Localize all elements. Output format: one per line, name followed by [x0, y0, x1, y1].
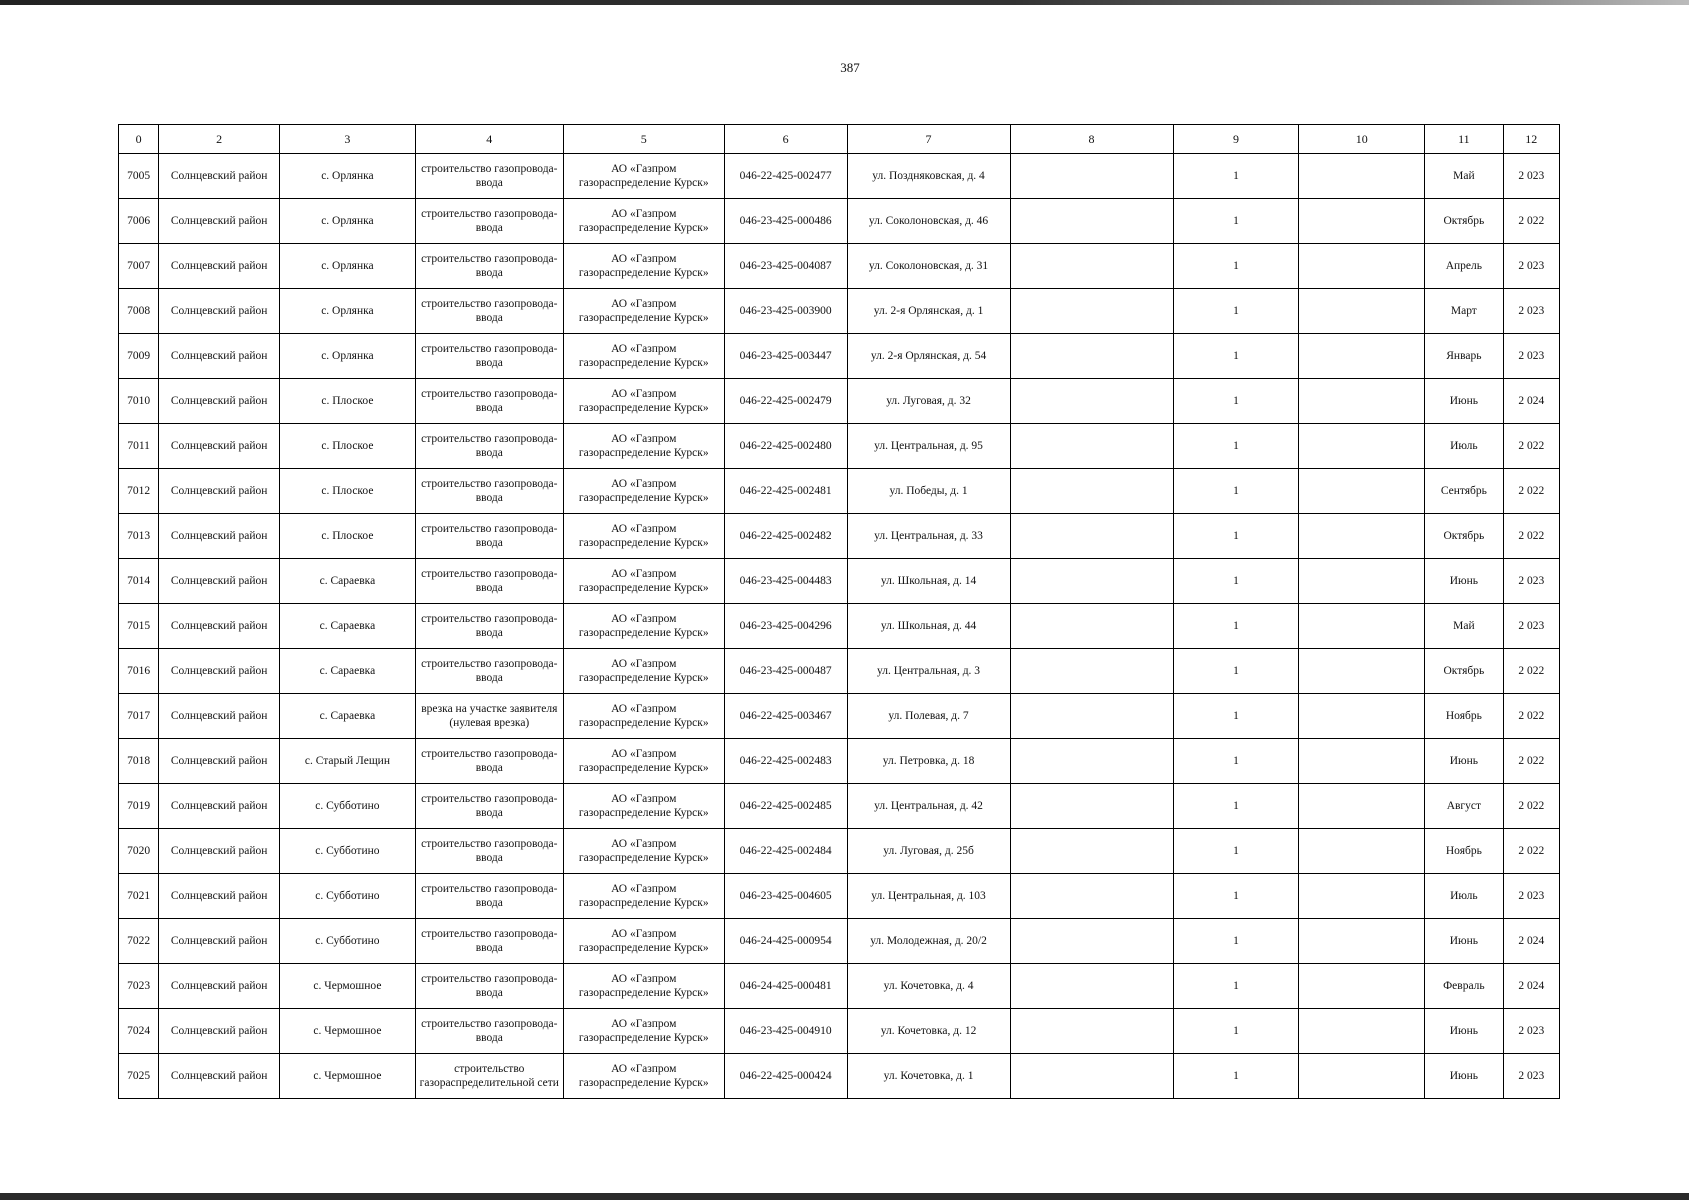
- work-type-cell: строительство газопровода-ввода: [415, 514, 563, 559]
- count-cell: 1: [1173, 829, 1299, 874]
- empty-cell: [1010, 334, 1173, 379]
- column-header: 9: [1173, 125, 1299, 154]
- row-number: 7015: [119, 604, 159, 649]
- address-cell: ул. Центральная, д. 103: [847, 874, 1010, 919]
- empty-cell: [1299, 1054, 1425, 1099]
- month-cell: Февраль: [1425, 964, 1503, 1009]
- row-number: 7006: [119, 199, 159, 244]
- work-type-cell: строительство газопровода-ввода: [415, 784, 563, 829]
- address-cell: ул. Полевая, д. 7: [847, 694, 1010, 739]
- application-code-cell: 046-22-425-002481: [724, 469, 847, 514]
- count-cell: 1: [1173, 1054, 1299, 1099]
- application-code-cell: 046-22-425-002480: [724, 424, 847, 469]
- month-cell: Май: [1425, 604, 1503, 649]
- row-number: 7010: [119, 379, 159, 424]
- empty-cell: [1010, 469, 1173, 514]
- organization-cell: АО «Газпром газораспределение Курск»: [563, 874, 724, 919]
- row-number: 7016: [119, 649, 159, 694]
- organization-cell: АО «Газпром газораспределение Курск»: [563, 1054, 724, 1099]
- area-cell: Солнцевский район: [159, 334, 280, 379]
- empty-cell: [1299, 874, 1425, 919]
- application-code-cell: 046-23-425-000487: [724, 649, 847, 694]
- application-code-cell: 046-23-425-004605: [724, 874, 847, 919]
- address-cell: ул. Кочетовка, д. 1: [847, 1054, 1010, 1099]
- organization-cell: АО «Газпром газораспределение Курск»: [563, 964, 724, 1009]
- table-row: [119, 784, 1560, 829]
- month-cell: Июнь: [1425, 1054, 1503, 1099]
- area-cell: Солнцевский район: [159, 739, 280, 784]
- count-cell: 1: [1173, 289, 1299, 334]
- application-code-cell: 046-22-425-003467: [724, 694, 847, 739]
- table-row: [119, 694, 1560, 739]
- organization-cell: АО «Газпром газораспределение Курск»: [563, 514, 724, 559]
- year-cell: 2 022: [1503, 694, 1559, 739]
- empty-cell: [1010, 919, 1173, 964]
- settlement-cell: с. Субботино: [280, 919, 416, 964]
- table-row: [119, 1009, 1560, 1054]
- area-cell: Солнцевский район: [159, 874, 280, 919]
- address-cell: ул. Центральная, д. 42: [847, 784, 1010, 829]
- empty-cell: [1299, 469, 1425, 514]
- count-cell: 1: [1173, 604, 1299, 649]
- month-cell: Июнь: [1425, 1009, 1503, 1054]
- application-code-cell: 046-23-425-003447: [724, 334, 847, 379]
- count-cell: 1: [1173, 1009, 1299, 1054]
- table-row: [119, 424, 1560, 469]
- table-body: [119, 154, 1560, 1099]
- table-row: [119, 649, 1560, 694]
- area-cell: Солнцевский район: [159, 694, 280, 739]
- application-code-cell: 046-22-425-002482: [724, 514, 847, 559]
- month-cell: Июль: [1425, 874, 1503, 919]
- count-cell: 1: [1173, 379, 1299, 424]
- work-type-cell: строительство газопровода-ввода: [415, 559, 563, 604]
- organization-cell: АО «Газпром газораспределение Курск»: [563, 694, 724, 739]
- empty-cell: [1299, 919, 1425, 964]
- address-cell: ул. Центральная, д. 95: [847, 424, 1010, 469]
- table-row: [119, 154, 1560, 199]
- empty-cell: [1299, 739, 1425, 784]
- empty-cell: [1299, 964, 1425, 1009]
- table-row: [119, 199, 1560, 244]
- count-cell: 1: [1173, 514, 1299, 559]
- address-cell: ул. Центральная, д. 33: [847, 514, 1010, 559]
- column-header: 0: [119, 125, 159, 154]
- row-number: 7013: [119, 514, 159, 559]
- column-header: 5: [563, 125, 724, 154]
- area-cell: Солнцевский район: [159, 379, 280, 424]
- row-number: 7017: [119, 694, 159, 739]
- address-cell: ул. Соколоновская, д. 46: [847, 199, 1010, 244]
- table-row: [119, 739, 1560, 784]
- month-cell: Март: [1425, 289, 1503, 334]
- year-cell: 2 023: [1503, 1054, 1559, 1099]
- application-code-cell: 046-22-425-002479: [724, 379, 847, 424]
- year-cell: 2 022: [1503, 649, 1559, 694]
- column-header: 2: [159, 125, 280, 154]
- count-cell: 1: [1173, 469, 1299, 514]
- settlement-cell: с. Сараевка: [280, 604, 416, 649]
- empty-cell: [1010, 784, 1173, 829]
- address-cell: ул. Школьная, д. 44: [847, 604, 1010, 649]
- area-cell: Солнцевский район: [159, 1009, 280, 1054]
- address-cell: ул. Петровка, д. 18: [847, 739, 1010, 784]
- address-cell: ул. Луговая, д. 32: [847, 379, 1010, 424]
- settlement-cell: с. Субботино: [280, 784, 416, 829]
- year-cell: 2 023: [1503, 244, 1559, 289]
- work-type-cell: строительство газопровода-ввода: [415, 289, 563, 334]
- year-cell: 2 022: [1503, 829, 1559, 874]
- empty-cell: [1299, 289, 1425, 334]
- month-cell: Июнь: [1425, 919, 1503, 964]
- empty-cell: [1299, 604, 1425, 649]
- empty-cell: [1010, 199, 1173, 244]
- count-cell: 1: [1173, 199, 1299, 244]
- empty-cell: [1299, 784, 1425, 829]
- row-number: 7023: [119, 964, 159, 1009]
- area-cell: Солнцевский район: [159, 829, 280, 874]
- empty-cell: [1010, 1054, 1173, 1099]
- settlement-cell: с. Плоское: [280, 379, 416, 424]
- settlement-cell: с. Субботино: [280, 874, 416, 919]
- empty-cell: [1299, 334, 1425, 379]
- empty-cell: [1299, 244, 1425, 289]
- settlement-cell: с. Плоское: [280, 514, 416, 559]
- area-cell: Солнцевский район: [159, 469, 280, 514]
- settlement-cell: с. Чермошное: [280, 964, 416, 1009]
- month-cell: Август: [1425, 784, 1503, 829]
- address-cell: ул. Поздняковская, д. 4: [847, 154, 1010, 199]
- table-row: [119, 604, 1560, 649]
- application-code-cell: 046-23-425-000486: [724, 199, 847, 244]
- address-cell: ул. Луговая, д. 25б: [847, 829, 1010, 874]
- count-cell: 1: [1173, 154, 1299, 199]
- application-code-cell: 046-23-425-003900: [724, 289, 847, 334]
- month-cell: Сентябрь: [1425, 469, 1503, 514]
- organization-cell: АО «Газпром газораспределение Курск»: [563, 289, 724, 334]
- empty-cell: [1299, 514, 1425, 559]
- organization-cell: АО «Газпром газораспределение Курск»: [563, 784, 724, 829]
- count-cell: 1: [1173, 874, 1299, 919]
- year-cell: 2 022: [1503, 469, 1559, 514]
- empty-cell: [1299, 379, 1425, 424]
- column-header: 8: [1010, 125, 1173, 154]
- area-cell: Солнцевский район: [159, 424, 280, 469]
- column-header: 7: [847, 125, 1010, 154]
- table-row: [119, 829, 1560, 874]
- empty-cell: [1299, 559, 1425, 604]
- count-cell: 1: [1173, 334, 1299, 379]
- count-cell: 1: [1173, 244, 1299, 289]
- work-type-cell: строительство газопровода-ввода: [415, 874, 563, 919]
- work-type-cell: строительство газопровода-ввода: [415, 244, 563, 289]
- area-cell: Солнцевский район: [159, 289, 280, 334]
- empty-cell: [1299, 694, 1425, 739]
- settlement-cell: с. Орлянка: [280, 334, 416, 379]
- year-cell: 2 022: [1503, 424, 1559, 469]
- settlement-cell: с. Орлянка: [280, 244, 416, 289]
- scan-edge-top: [0, 0, 1689, 5]
- address-cell: ул. 2-я Орлянская, д. 54: [847, 334, 1010, 379]
- empty-cell: [1010, 424, 1173, 469]
- work-type-cell: строительство газопровода-ввода: [415, 604, 563, 649]
- row-number: 7019: [119, 784, 159, 829]
- settlement-cell: с. Плоское: [280, 424, 416, 469]
- work-type-cell: строительство газопровода-ввода: [415, 739, 563, 784]
- year-cell: 2 024: [1503, 964, 1559, 1009]
- count-cell: 1: [1173, 694, 1299, 739]
- empty-cell: [1010, 244, 1173, 289]
- year-cell: 2 023: [1503, 559, 1559, 604]
- month-cell: Ноябрь: [1425, 694, 1503, 739]
- application-code-cell: 046-22-425-002484: [724, 829, 847, 874]
- empty-cell: [1010, 964, 1173, 1009]
- empty-cell: [1010, 604, 1173, 649]
- organization-cell: АО «Газпром газораспределение Курск»: [563, 559, 724, 604]
- year-cell: 2 023: [1503, 604, 1559, 649]
- year-cell: 2 022: [1503, 739, 1559, 784]
- empty-cell: [1010, 289, 1173, 334]
- year-cell: 2 023: [1503, 289, 1559, 334]
- settlement-cell: с. Чермошное: [280, 1054, 416, 1099]
- year-cell: 2 022: [1503, 199, 1559, 244]
- application-code-cell: 046-24-425-000481: [724, 964, 847, 1009]
- column-header: 10: [1299, 125, 1425, 154]
- settlement-cell: с. Субботино: [280, 829, 416, 874]
- table-row: [119, 514, 1560, 559]
- row-number: 7011: [119, 424, 159, 469]
- empty-cell: [1010, 514, 1173, 559]
- empty-cell: [1010, 874, 1173, 919]
- month-cell: Май: [1425, 154, 1503, 199]
- area-cell: Солнцевский район: [159, 199, 280, 244]
- table-row: [119, 964, 1560, 1009]
- area-cell: Солнцевский район: [159, 1054, 280, 1099]
- address-cell: ул. Кочетовка, д. 4: [847, 964, 1010, 1009]
- area-cell: Солнцевский район: [159, 919, 280, 964]
- count-cell: 1: [1173, 649, 1299, 694]
- area-cell: Солнцевский район: [159, 154, 280, 199]
- count-cell: 1: [1173, 964, 1299, 1009]
- application-code-cell: 046-23-425-004296: [724, 604, 847, 649]
- count-cell: 1: [1173, 919, 1299, 964]
- table-row: [119, 469, 1560, 514]
- work-type-cell: строительство газораспределительной сети: [415, 1054, 563, 1099]
- empty-cell: [1010, 694, 1173, 739]
- work-type-cell: строительство газопровода-ввода: [415, 424, 563, 469]
- month-cell: Ноябрь: [1425, 829, 1503, 874]
- row-number: 7014: [119, 559, 159, 604]
- empty-cell: [1010, 1009, 1173, 1054]
- header-row: [119, 125, 1560, 154]
- row-number: 7022: [119, 919, 159, 964]
- organization-cell: АО «Газпром газораспределение Курск»: [563, 199, 724, 244]
- empty-cell: [1010, 379, 1173, 424]
- work-type-cell: строительство газопровода-ввода: [415, 964, 563, 1009]
- year-cell: 2 023: [1503, 1009, 1559, 1054]
- organization-cell: АО «Газпром газораспределение Курск»: [563, 469, 724, 514]
- address-cell: ул. 2-я Орлянская, д. 1: [847, 289, 1010, 334]
- settlement-cell: с. Сараевка: [280, 559, 416, 604]
- organization-cell: АО «Газпром газораспределение Курск»: [563, 604, 724, 649]
- table-row: [119, 289, 1560, 334]
- organization-cell: АО «Газпром газораспределение Курск»: [563, 424, 724, 469]
- application-code-cell: 046-23-425-004087: [724, 244, 847, 289]
- organization-cell: АО «Газпром газораспределение Курск»: [563, 379, 724, 424]
- application-code-cell: 046-22-425-002483: [724, 739, 847, 784]
- row-number: 7007: [119, 244, 159, 289]
- year-cell: 2 023: [1503, 154, 1559, 199]
- area-cell: Солнцевский район: [159, 244, 280, 289]
- address-cell: ул. Победы, д. 1: [847, 469, 1010, 514]
- column-header: 12: [1503, 125, 1559, 154]
- application-code-cell: 046-22-425-002485: [724, 784, 847, 829]
- table-row: [119, 559, 1560, 604]
- work-type-cell: строительство газопровода-ввода: [415, 199, 563, 244]
- work-type-cell: строительство газопровода-ввода: [415, 919, 563, 964]
- register-table: [118, 124, 1560, 1099]
- row-number: 7009: [119, 334, 159, 379]
- year-cell: 2 023: [1503, 874, 1559, 919]
- month-cell: Июнь: [1425, 379, 1503, 424]
- empty-cell: [1010, 649, 1173, 694]
- table-row: [119, 379, 1560, 424]
- settlement-cell: с. Орлянка: [280, 154, 416, 199]
- organization-cell: АО «Газпром газораспределение Курск»: [563, 1009, 724, 1054]
- column-header: 3: [280, 125, 416, 154]
- work-type-cell: строительство газопровода-ввода: [415, 649, 563, 694]
- work-type-cell: строительство газопровода-ввода: [415, 379, 563, 424]
- row-number: 7008: [119, 289, 159, 334]
- area-cell: Солнцевский район: [159, 649, 280, 694]
- empty-cell: [1010, 829, 1173, 874]
- row-number: 7025: [119, 1054, 159, 1099]
- work-type-cell: строительство газопровода-ввода: [415, 334, 563, 379]
- table-row: [119, 1054, 1560, 1099]
- row-number: 7024: [119, 1009, 159, 1054]
- month-cell: Октябрь: [1425, 199, 1503, 244]
- year-cell: 2 024: [1503, 919, 1559, 964]
- empty-cell: [1010, 154, 1173, 199]
- address-cell: ул. Соколоновская, д. 31: [847, 244, 1010, 289]
- work-type-cell: строительство газопровода-ввода: [415, 469, 563, 514]
- month-cell: Январь: [1425, 334, 1503, 379]
- page-number: 387: [840, 60, 860, 75]
- column-header: 11: [1425, 125, 1503, 154]
- empty-cell: [1299, 1009, 1425, 1054]
- application-code-cell: 046-22-425-002477: [724, 154, 847, 199]
- application-code-cell: 046-23-425-004910: [724, 1009, 847, 1054]
- empty-cell: [1299, 424, 1425, 469]
- year-cell: 2 022: [1503, 784, 1559, 829]
- organization-cell: АО «Газпром газораспределение Курск»: [563, 919, 724, 964]
- row-number: 7012: [119, 469, 159, 514]
- month-cell: Июнь: [1425, 559, 1503, 604]
- count-cell: 1: [1173, 424, 1299, 469]
- table-row: [119, 919, 1560, 964]
- area-cell: Солнцевский район: [159, 964, 280, 1009]
- organization-cell: АО «Газпром газораспределение Курск»: [563, 649, 724, 694]
- table-row: [119, 244, 1560, 289]
- area-cell: Солнцевский район: [159, 559, 280, 604]
- settlement-cell: с. Орлянка: [280, 289, 416, 334]
- month-cell: Июль: [1425, 424, 1503, 469]
- settlement-cell: с. Сараевка: [280, 649, 416, 694]
- row-number: 7018: [119, 739, 159, 784]
- address-cell: ул. Школьная, д. 14: [847, 559, 1010, 604]
- work-type-cell: врезка на участке заявителя (нулевая врезка): [415, 694, 563, 739]
- empty-cell: [1010, 559, 1173, 604]
- month-cell: Апрель: [1425, 244, 1503, 289]
- organization-cell: АО «Газпром газораспределение Курск»: [563, 829, 724, 874]
- scan-edge-bottom: [0, 1193, 1689, 1200]
- area-cell: Солнцевский район: [159, 604, 280, 649]
- row-number: 7005: [119, 154, 159, 199]
- address-cell: ул. Молодежная, д. 20/2: [847, 919, 1010, 964]
- month-cell: Октябрь: [1425, 649, 1503, 694]
- settlement-cell: с. Сараевка: [280, 694, 416, 739]
- empty-cell: [1010, 739, 1173, 784]
- count-cell: 1: [1173, 559, 1299, 604]
- address-cell: ул. Центральная, д. 3: [847, 649, 1010, 694]
- work-type-cell: строительство газопровода-ввода: [415, 154, 563, 199]
- organization-cell: АО «Газпром газораспределение Курск»: [563, 739, 724, 784]
- area-cell: Солнцевский район: [159, 784, 280, 829]
- table-row: [119, 874, 1560, 919]
- settlement-cell: с. Старый Лещин: [280, 739, 416, 784]
- column-header: 6: [724, 125, 847, 154]
- address-cell: ул. Кочетовка, д. 12: [847, 1009, 1010, 1054]
- work-type-cell: строительство газопровода-ввода: [415, 829, 563, 874]
- organization-cell: АО «Газпром газораспределение Курск»: [563, 244, 724, 289]
- settlement-cell: с. Чермошное: [280, 1009, 416, 1054]
- year-cell: 2 024: [1503, 379, 1559, 424]
- empty-cell: [1299, 154, 1425, 199]
- row-number: 7020: [119, 829, 159, 874]
- table-row: [119, 334, 1560, 379]
- column-header: 4: [415, 125, 563, 154]
- row-number: 7021: [119, 874, 159, 919]
- application-code-cell: 046-24-425-000954: [724, 919, 847, 964]
- empty-cell: [1299, 199, 1425, 244]
- application-code-cell: 046-23-425-004483: [724, 559, 847, 604]
- work-type-cell: строительство газопровода-ввода: [415, 1009, 563, 1054]
- organization-cell: АО «Газпром газораспределение Курск»: [563, 154, 724, 199]
- settlement-cell: с. Орлянка: [280, 199, 416, 244]
- year-cell: 2 023: [1503, 334, 1559, 379]
- month-cell: Июнь: [1425, 739, 1503, 784]
- count-cell: 1: [1173, 739, 1299, 784]
- count-cell: 1: [1173, 784, 1299, 829]
- empty-cell: [1299, 829, 1425, 874]
- empty-cell: [1299, 649, 1425, 694]
- year-cell: 2 022: [1503, 514, 1559, 559]
- application-code-cell: 046-22-425-000424: [724, 1054, 847, 1099]
- settlement-cell: с. Плоское: [280, 469, 416, 514]
- organization-cell: АО «Газпром газораспределение Курск»: [563, 334, 724, 379]
- area-cell: Солнцевский район: [159, 514, 280, 559]
- month-cell: Октябрь: [1425, 514, 1503, 559]
